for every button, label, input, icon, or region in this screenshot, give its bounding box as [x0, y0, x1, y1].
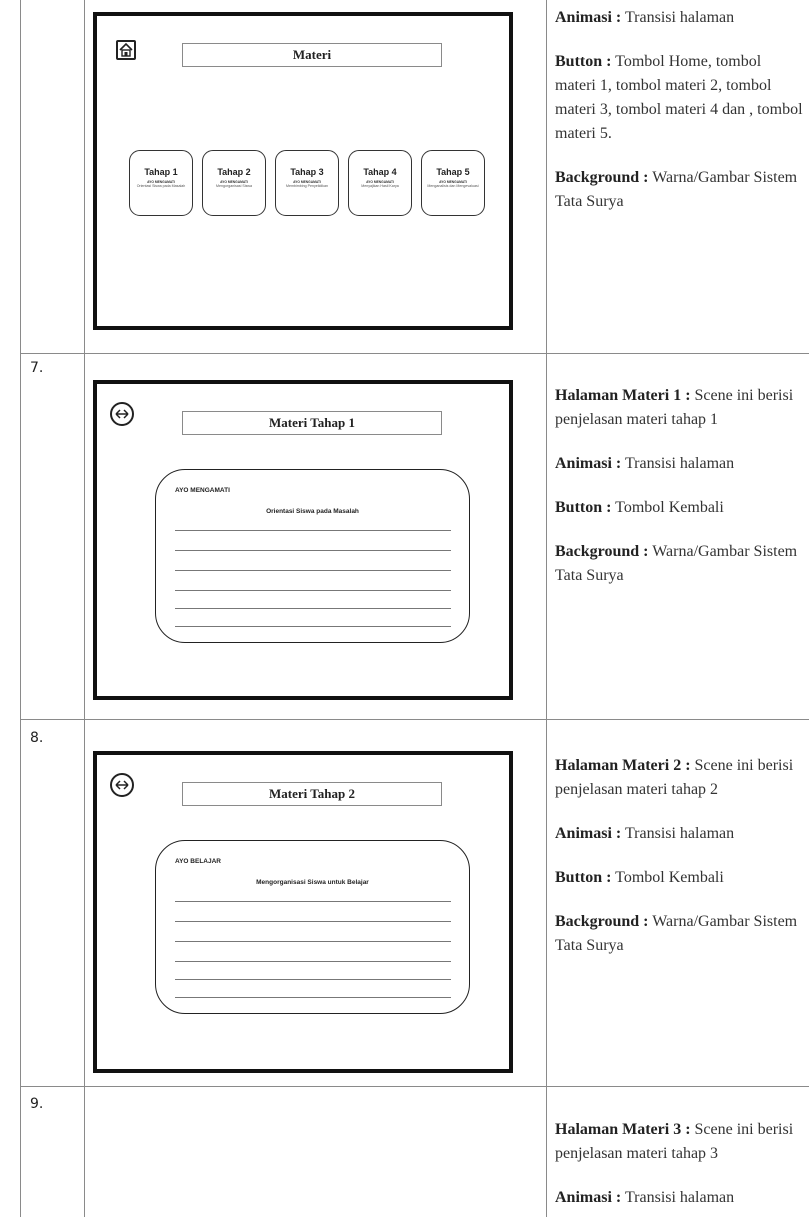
description-text: Warna/Gambar Sistem Tata Surya	[555, 913, 798, 954]
text-line	[175, 997, 451, 998]
description-label: Animasi :	[555, 825, 622, 842]
description-label: Background :	[555, 913, 649, 930]
description-label: Button :	[555, 53, 612, 70]
description-label: Halaman Materi 1 :	[555, 387, 691, 404]
text-line	[175, 590, 451, 591]
description-cell	[555, 384, 805, 608]
content-subheading: Mengorganisasi Siswa untuk Belajar	[256, 879, 369, 886]
step-detail: Orientasi Siswa pada Masalah	[136, 184, 186, 188]
description-line	[555, 496, 805, 520]
description-label: Button :	[555, 869, 612, 886]
row-number: 9.	[30, 1096, 44, 1112]
step-2-button[interactable]	[202, 150, 266, 216]
step-detail: Membimbing Penyelidikan	[286, 184, 328, 188]
description-text: Transisi halaman	[621, 825, 735, 842]
description-line	[555, 866, 805, 890]
description-text: Tombol Kembali	[611, 869, 724, 886]
step-4-button[interactable]	[348, 150, 412, 216]
column-divider-2	[546, 0, 547, 1217]
text-line	[175, 941, 451, 942]
description-text: Tombol Home, tombol materi 1, tombol materi 2, tombol materi 3, tombol materi 4 dan , tombol materi 5.	[555, 53, 803, 142]
description-text: Scene ini berisi penjelasan materi tahap 1	[555, 387, 794, 428]
text-line	[175, 608, 451, 609]
description-cell	[555, 754, 805, 978]
description-line	[555, 1118, 805, 1166]
description-line	[555, 910, 805, 958]
description-label: Button :	[555, 499, 612, 516]
description-text: Scene ini berisi penjelasan materi tahap 2	[555, 757, 794, 798]
description-line	[555, 384, 805, 432]
step-detail: Menganalisis dan Mengevaluasi	[427, 184, 479, 188]
step-title: Tahap 1	[144, 167, 178, 177]
description-label: Halaman Materi 3 :	[555, 1121, 691, 1138]
home-icon[interactable]	[116, 40, 136, 60]
description-label: Animasi :	[555, 455, 622, 472]
step-detail: Mengorganisasi Siswa	[216, 184, 252, 188]
content-heading: AYO MENGAMATI	[175, 487, 230, 494]
screen-mockup-materi-tahap-2	[93, 751, 513, 1073]
text-line	[175, 530, 451, 531]
step-subtitle: AYO MENGAMATI	[220, 180, 248, 184]
description-text: Transisi halaman	[621, 1189, 735, 1206]
text-line	[175, 961, 451, 962]
step-subtitle: AYO MENGAMATI	[147, 180, 175, 184]
description-label: Animasi :	[555, 9, 622, 26]
description-line	[555, 166, 805, 214]
page-title: Materi Tahap 1	[182, 411, 442, 435]
description-line	[555, 50, 805, 146]
description-line	[555, 754, 805, 802]
screen-mockup-materi	[93, 12, 513, 330]
step-3-button[interactable]	[275, 150, 339, 216]
page-title: Materi	[182, 43, 442, 67]
description-line	[555, 540, 805, 588]
text-line	[175, 570, 451, 571]
description-cell	[555, 6, 805, 234]
step-5-button[interactable]	[421, 150, 485, 216]
table-border-left	[20, 0, 21, 1217]
step-detail: Menyajikan Hasil Karya	[361, 184, 399, 188]
page-title: Materi Tahap 2	[182, 782, 442, 806]
description-label: Background :	[555, 169, 649, 186]
description-cell	[555, 1118, 805, 1230]
row-number: 8.	[30, 730, 44, 746]
text-line	[175, 550, 451, 551]
back-arrow-icon[interactable]	[110, 402, 134, 426]
description-text: Warna/Gambar Sistem Tata Surya	[555, 543, 798, 584]
description-label: Background :	[555, 543, 649, 560]
back-arrow-icon[interactable]	[110, 773, 134, 797]
row-divider-9	[20, 1086, 809, 1087]
text-line	[175, 979, 451, 980]
step-title: Tahap 2	[217, 167, 251, 177]
row-number: 7.	[30, 360, 44, 376]
description-label: Halaman Materi 2 :	[555, 757, 691, 774]
content-panel	[155, 840, 470, 1014]
description-text: Warna/Gambar Sistem Tata Surya	[555, 169, 798, 210]
description-label: Animasi :	[555, 1189, 622, 1206]
content-panel	[155, 469, 470, 643]
step-subtitle: AYO MENGAMATI	[439, 180, 467, 184]
screen-mockup-materi-tahap-1	[93, 380, 513, 700]
row-divider-8	[20, 719, 809, 720]
step-title: Tahap 4	[363, 167, 397, 177]
row-divider-7	[20, 353, 809, 354]
description-text: Scene ini berisi penjelasan materi tahap 3	[555, 1121, 794, 1162]
step-1-button[interactable]	[129, 150, 193, 216]
description-line	[555, 1186, 805, 1210]
text-line	[175, 921, 451, 922]
description-line	[555, 822, 805, 846]
step-title: Tahap 5	[436, 167, 470, 177]
step-subtitle: AYO MENGAMATI	[366, 180, 394, 184]
text-line	[175, 626, 451, 627]
step-title: Tahap 3	[290, 167, 324, 177]
description-text: Transisi halaman	[621, 455, 735, 472]
description-line	[555, 452, 805, 476]
step-subtitle: AYO MENGAMATI	[293, 180, 321, 184]
description-text: Tombol Kembali	[611, 499, 724, 516]
text-line	[175, 901, 451, 902]
description-line	[555, 6, 805, 30]
content-heading: AYO BELAJAR	[175, 858, 221, 865]
content-subheading: Orientasi Siswa pada Masalah	[266, 508, 359, 515]
column-divider-1	[84, 0, 85, 1217]
description-text: Transisi halaman	[621, 9, 735, 26]
